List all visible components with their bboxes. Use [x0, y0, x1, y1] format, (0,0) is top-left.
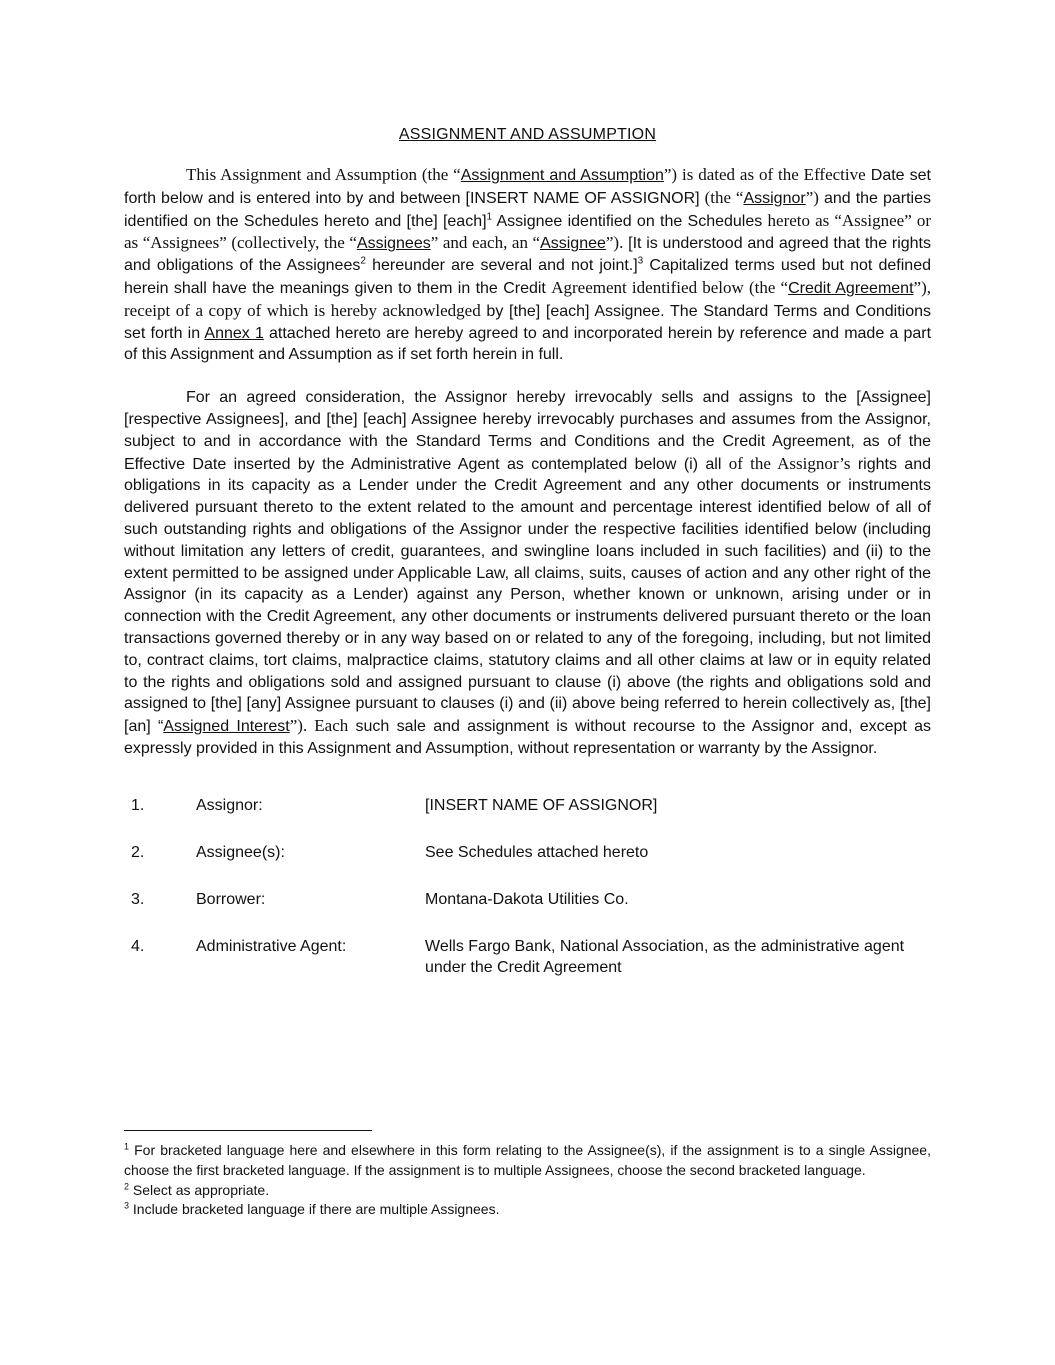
- footnote: $^2$ Select as appropriate.: [124, 1180, 270, 1198]
- footnotes: [124, 1130, 931, 1220]
- page-title: ASSIGNMENT AND ASSUMPTION: [398, 126, 657, 143]
- consideration-paragraph: For an agreed consideration, the Assignor hereby irrevocably sells and assigns to the [Assignee] [respective Assignees], and [the] [each] Assignee hereby irrevocably purchases and assumes from the Assignor, subject to and in accordance with the Standard Terms and Conditions and the Credit Agreement, as of the Effective Date inserted by the Administrative Agent as contemplated below (i) all of the Assignor’s rights and obligations in its capacity as a Lender under the Credit Agreement and any other documents or instruments delivered pursuant thereto to the extent related to the amount and percentage interest identified below of all of such outstanding rights and obligations of the Assignor under the respective facilities identified below (including without limitation any letters of credit, guarantees, and swingline loans included in such facilities) and (ii) to the extent permitted to be assigned under Applicable Law, all claims, suits, causes of action and any other right of the Assignor (in its capacity as a Lender) against any Person, whether known or unknown, arising under or in connection with the Credit Agreement, any other documents or instruments delivered pursuant thereto or the loan transactions governed thereby or in any way based on or related to any of the foregoing, including, but not limited to, contract claims, tort claims, malpractice claims, statutory claims and all other claims at law or in equity related to the rights and obligations sold and assigned pursuant to clause (i) above (the rights and obligations sold and assigned to [the] [any] Assignee pursuant to clauses (i) and (ii) above being referred to herein collectively as, [the] [an] “Assigned Interest”). Each such sale and assignment is without recourse to the Assignor and, except as expressly provided in this Assignment and Assumption, without representation or warranty by the Assignor.: [124, 389, 931, 757]
- item-value: Wells Fargo Bank, National Association, as the administrative agent under the Credit Agreement: [425, 937, 905, 976]
- item-number: 2.: [131, 843, 145, 861]
- item-label: Assignee(s):: [196, 843, 285, 861]
- item-number: 1.: [131, 796, 145, 814]
- item-value: See Schedules attached hereto: [425, 843, 649, 861]
- footnote-ref-3: 3: [637, 255, 644, 267]
- item-label: Administrative Agent:: [196, 937, 347, 955]
- item-value: Montana-Dakota Utilities Co.: [425, 890, 629, 908]
- item-value: [INSERT NAME OF ASSIGNOR]: [425, 796, 658, 814]
- item-label: Assignor:: [196, 796, 263, 814]
- item-number: 3.: [131, 890, 145, 908]
- list-item: [124, 842, 931, 863]
- defined-term-credit-agreement: Credit Agreement: [788, 279, 914, 297]
- footnote: $^1$ For bracketed language here and elsewhere in this form relating to the Assignee(s), if the assignment is to a single Assignee, choose the first bracketed language. If the assignment is to multiple Assignees, choose the second bracketed language.: [124, 1141, 931, 1178]
- footnote-ref-2: 2: [360, 255, 366, 267]
- intro-paragraph: This Assignment and Assumption (the “Assignment and Assumption”) is dated as of the Effective Date set forth below and is entered into by and between [INSERT NAME OF ASSIGNOR] (the “Assignor”) and the parties identified on the Schedules hereto and [the] [each]$^1$ Assignee identified on the Schedules hereto as “Assignee” or as “Assignees” (collectively, the “Assignees” and each, an “Assignee”). [It is understood and agreed that the rights and obligations of the Assignees$^2$ hereunder are several and not joint.]$^3$ Capitalized terms used but not defined herein shall have the meanings given to them in the Credit Agreement identified below (the “Credit Agreement”), receipt of a copy of which is hereby acknowledged by [the] [each] Assignee. The Standard Terms and Conditions set forth in Annex 1 attached hereto are hereby agreed to and incorporated herein by reference and made a part of this Assignment and Assumption as if set forth herein in full.: [124, 165, 932, 364]
- defined-term-assigned-interest: Assigned Interest: [163, 718, 290, 736]
- footnote-divider: [124, 1130, 372, 1131]
- defined-term-assignment-and-assumption: Assignment and Assumption: [460, 167, 664, 184]
- list-item: [124, 795, 931, 816]
- list-item: [124, 936, 931, 978]
- footnote: $^3$ Include bracketed language if there are multiple Assignees.: [124, 1200, 500, 1218]
- defined-term-assignor: Assignor: [743, 189, 806, 207]
- defined-term-assignee: Assignee: [540, 235, 606, 253]
- item-label: Borrower:: [196, 890, 266, 908]
- document-page: [124, 126, 931, 978]
- terms-list: [124, 795, 931, 978]
- defined-term-assignees: Assignees: [356, 235, 431, 253]
- annex-1-reference: Annex 1: [204, 324, 264, 342]
- item-number: 4.: [131, 937, 145, 955]
- footnote-ref-1: 1: [486, 211, 493, 223]
- list-item: [124, 889, 931, 910]
